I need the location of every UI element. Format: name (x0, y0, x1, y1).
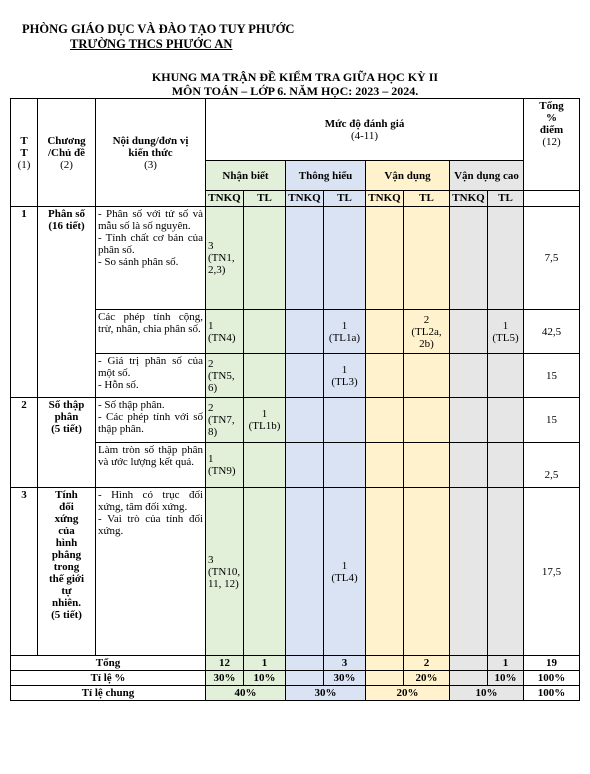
school-name: TRƯỜNG THCS PHƯỚC AN (70, 37, 233, 51)
document-title: KHUNG MA TRẬN ĐỀ KIỂM TRA GIỮA HỌC KỲ II (151, 70, 439, 84)
cell-total: 17,5 (524, 488, 580, 656)
percent-vdc-tl: 10% (488, 671, 524, 686)
vd-header: Vận dụng (366, 161, 450, 191)
th-header: Thông hiểu (286, 161, 366, 191)
percent-row (11, 671, 580, 686)
cell-nb-tnkq: 1 (TN9) (206, 443, 244, 488)
percent-total: 100% (524, 671, 580, 686)
sum-vd-tl: 2 (404, 656, 450, 671)
row-tt: 3 (11, 488, 38, 656)
percent-vd-tl: 20% (404, 671, 450, 686)
vdc-header: Vận dụng cao (450, 161, 524, 191)
cell-total: 42,5 (524, 310, 580, 354)
cell-total: 7,5 (524, 207, 580, 310)
common-vd: 20% (366, 686, 450, 701)
level-header: Mức độ đánh giá (4-11) (206, 99, 524, 161)
row-chapter: Số thập phân (5 tiết) (38, 398, 96, 488)
row-tt: 1 (11, 207, 38, 398)
common-nb: 40% (206, 686, 286, 701)
row-content: - Số thập phân. - Các phép tính với số thập phân. (96, 398, 206, 443)
department-name: PHÒNG GIÁO DỤC VÀ ĐÀO TẠO TUY PHƯỚC (22, 22, 295, 36)
vdc-tnkq-header: TNKQ (450, 191, 488, 207)
cell-th-tl: 1 (TL1a) (324, 310, 366, 354)
row-content: - Phân số với tử số và mẫu số là số nguyên. - Tính chất cơ bản của phân số. - So sánh phân số. (96, 207, 206, 310)
cell-th-tl: 1 (TL3) (324, 354, 366, 398)
sum-vdc-tl: 1 (488, 656, 524, 671)
cell-total: 15 (524, 354, 580, 398)
tt-header: T T (1) (11, 99, 38, 207)
sum-nb-tnkq: 12 (206, 656, 244, 671)
cell-nb-tnkq: 2 (TN7, 8) (206, 398, 244, 443)
cell-nb-tnkq: 2 (TN5, 6) (206, 354, 244, 398)
percent-th-tl: 30% (324, 671, 366, 686)
table-row (11, 398, 580, 443)
row-content: - Hình có trục đối xứng, tâm đối xứng. - Vai trò của tính đối xứng. (96, 488, 206, 656)
cell-vd-tl: 2 (TL2a, 2b) (404, 310, 450, 354)
cell-total: 2,5 (524, 443, 580, 488)
chapter-header: Chương /Chủ đề (2) (38, 99, 96, 207)
sum-row (11, 656, 580, 671)
sum-nb-tl: 1 (244, 656, 286, 671)
common-label: Tỉ lệ chung (11, 686, 206, 701)
vdc-tl-header: TL (488, 191, 524, 207)
percent-nb-tnkq: 30% (206, 671, 244, 686)
content-header: Nội dung/đơn vị kiến thức (3) (96, 99, 206, 207)
total-header: Tổng % điểm (12) (524, 99, 580, 191)
percent-label: Tỉ lệ % (11, 671, 206, 686)
document-subtitle: MÔN TOÁN – LỚP 6. NĂM HỌC: 2023 – 2024. (171, 84, 419, 98)
sum-th-tl: 3 (324, 656, 366, 671)
cell-th-tl: 1 (TL4) (324, 488, 366, 656)
vd-tl-header: TL (404, 191, 450, 207)
nb-tnkq-header: TNKQ (206, 191, 244, 207)
cell-total: 15 (524, 398, 580, 443)
common-row (11, 686, 580, 701)
cell-nb-tnkq: 3 (TN10, 11, 12) (206, 488, 244, 656)
table-row (11, 354, 580, 398)
cell-nb-tnkq: 1 (TN4) (206, 310, 244, 354)
table-row (11, 310, 580, 354)
common-vdc: 10% (450, 686, 524, 701)
percent-nb-tl: 10% (244, 671, 286, 686)
cell-nb-tl: 1 (TL1b) (244, 398, 286, 443)
common-th: 30% (286, 686, 366, 701)
nb-header: Nhận biết (206, 161, 286, 191)
cell-vdc-tl: 1 (TL5) (488, 310, 524, 354)
row-chapter: Tính đối xứng của hình phẳng trong thế giới tự nhiên. (5 tiết) (38, 488, 96, 656)
sum-total: 19 (524, 656, 580, 671)
row-content: Làm tròn số thập phân và ước lượng kết quả. (96, 443, 206, 488)
th-tnkq-header: TNKQ (286, 191, 324, 207)
common-total: 100% (524, 686, 580, 701)
row-chapter: Phân số (16 tiết) (38, 207, 96, 398)
table-row (11, 443, 580, 488)
vd-tnkq-header: TNKQ (366, 191, 404, 207)
table-row (11, 488, 580, 656)
th-tl-header: TL (324, 191, 366, 207)
matrix-table (10, 98, 580, 701)
row-content: - Giá trị phân số của một số. - Hỗn số. (96, 354, 206, 398)
row-tt: 2 (11, 398, 38, 488)
nb-tl-header: TL (244, 191, 286, 207)
row-content: Các phép tính cộng, trừ, nhân, chia phân số. (96, 310, 206, 354)
table-row (11, 207, 580, 310)
cell-nb-tnkq: 3 (TN1, 2,3) (206, 207, 244, 310)
sum-label: Tổng (11, 656, 206, 671)
